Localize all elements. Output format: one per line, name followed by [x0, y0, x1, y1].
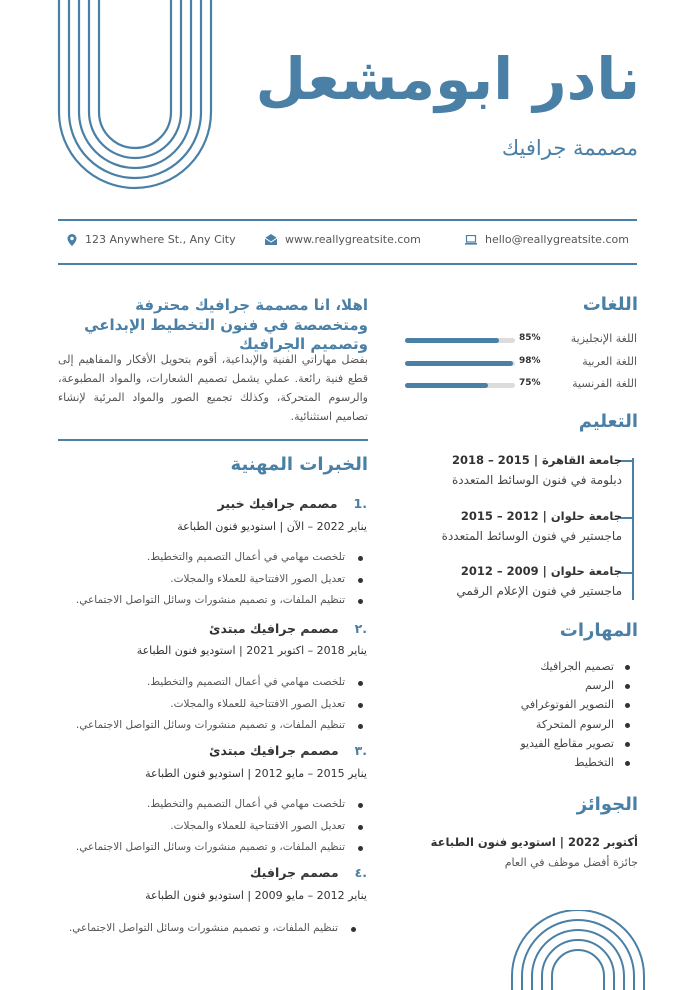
- job-bullets: [47, 676, 367, 741]
- language-bar-fill: [405, 361, 513, 366]
- languages-title: اللغات: [582, 294, 638, 315]
- language-label: اللغة الفرنسية: [572, 377, 637, 390]
- divider-top: [58, 219, 637, 221]
- job-bullets: [40, 922, 360, 944]
- list-item: تصوير مقاطع الفيديو: [432, 737, 632, 756]
- website-text: www.reallygreatsite.com: [285, 233, 421, 246]
- divider-left: [58, 439, 368, 441]
- location-pin-icon: [67, 234, 77, 246]
- education-school: جامعة القاهرة | 2015 – 2018: [452, 453, 622, 467]
- list-item: تلخصت مهامي في أعمال التصميم والتخطيط.: [47, 798, 367, 820]
- education-item: [382, 453, 622, 487]
- language-row: [405, 355, 637, 373]
- language-bar-fill: [405, 338, 499, 343]
- job-name: مصمم جرافيك مبتدئ: [209, 743, 339, 758]
- arches-decoration: [55, 0, 215, 192]
- language-percent: 85%: [519, 333, 541, 343]
- language-row: [405, 377, 637, 395]
- education-timeline: [632, 458, 634, 600]
- job-name: مصمم جرافيك مبتدئ: [209, 621, 339, 636]
- awards-title: الجوائز: [576, 794, 638, 815]
- mail-open-icon: [265, 234, 277, 245]
- language-label: اللغة العربية: [582, 355, 637, 368]
- job-number: .٢: [354, 621, 367, 636]
- language-percent: 75%: [519, 378, 541, 388]
- education-degree: ماجستير في فنون الإعلام الرقمي: [456, 584, 622, 598]
- experience-title: الخبرات المهنية: [230, 454, 368, 475]
- email-text: hello@reallygreatsite.com: [485, 233, 629, 246]
- job-meta: يناير 2018 – اكتوبر 2021 | استوديو فنون الطباعة: [136, 644, 367, 657]
- arches-decoration-bottom: [508, 910, 648, 990]
- language-row: [405, 332, 637, 350]
- list-item: تعديل الصور الافتتاحية للعملاء والمجلات.: [47, 820, 367, 842]
- list-item: تنظيم الملفات، و تصميم منشورات وسائل التواصل الاجتماعي.: [47, 594, 367, 616]
- list-item: تلخصت مهامي في أعمال التصميم والتخطيط.: [47, 676, 367, 698]
- job-number: .٤: [354, 865, 367, 880]
- contact-email[interactable]: [465, 233, 629, 246]
- list-item: الرسم: [432, 679, 632, 698]
- intro-heading: اهلا، انا مصممة جرافيك محترفة ومتخصصة في فنون التخطيط الإبداعي وتصميم الجرافيك: [84, 296, 368, 353]
- job-meta: يناير 2022 – الآن | استوديو فنون الطباعة: [177, 520, 367, 533]
- laptop-icon: [465, 235, 477, 245]
- intro-paragraph: بفضل مهاراتي الفنية والإبداعية، أقوم بتحويل الأفكار والمفاهيم إلى قطع فنية رائعة. عملي يشمل تصميم الشعارات، والمواد المطبوعة، والرسوم المتحركة، وكذلك تجميع الصور والمواد المرئية لإنشاء تصاميم استثنائية.: [58, 353, 368, 423]
- job-number: .1: [353, 496, 367, 511]
- education-school: جامعة حلوان | 2012 – 2015: [460, 509, 622, 523]
- job-name: مصمم جرافيك خبير: [217, 496, 338, 511]
- language-label: اللغة الإنجليزية: [570, 332, 637, 345]
- list-item: تعديل الصور الافتتاحية للعملاء والمجلات.: [47, 573, 367, 595]
- job-name: مصمم جرافيك: [250, 865, 339, 880]
- skills-list: [432, 660, 632, 775]
- list-item: تصميم الجرافيك: [432, 660, 632, 679]
- list-item: تنظيم الملفات، و تصميم منشورات وسائل التواصل الاجتماعي.: [47, 841, 367, 863]
- job-bullets: [47, 798, 367, 863]
- job-bullets: [47, 551, 367, 616]
- contact-address: [67, 233, 236, 246]
- divider-bottom: [58, 263, 637, 265]
- job-title: [209, 743, 367, 758]
- contact-website[interactable]: [265, 233, 421, 246]
- education-degree: ماجستير في فنون الوسائط المتعددة: [441, 529, 622, 543]
- job-title: [209, 621, 367, 636]
- list-item: تنظيم الملفات، و تصميم منشورات وسائل التواصل الاجتماعي.: [47, 719, 367, 741]
- list-item: التخطيط: [432, 756, 632, 775]
- education-title: التعليم: [578, 411, 638, 432]
- education-item: [382, 564, 622, 598]
- skills-title: المهارات: [559, 620, 638, 641]
- education-degree: دبلومة في فنون الوسائط المتعددة: [452, 473, 622, 487]
- job-number: .٣: [354, 743, 367, 758]
- job-meta: يناير 2015 – مايو 2012 | استوديو فنون الطباعة: [145, 767, 367, 780]
- education-item: [382, 509, 622, 543]
- award-date: أكتوبر 2022 | استوديو فنون الطباعة: [430, 835, 638, 849]
- language-bar-fill: [405, 383, 488, 388]
- job-meta: يناير 2012 – مايو 2009 | استوديو فنون الطباعة: [145, 889, 367, 902]
- address-text: 123 Anywhere St., Any City: [85, 233, 236, 246]
- list-item: التصوير الفوتوغرافي: [432, 698, 632, 717]
- award-name: جائزة أفضل موظف في العام: [504, 856, 638, 869]
- list-item: تعديل الصور الافتتاحية للعملاء والمجلات.: [47, 698, 367, 720]
- job-title: [250, 865, 367, 880]
- list-item: تنظيم الملفات، و تصميم منشورات وسائل التواصل الاجتماعي.: [40, 922, 360, 944]
- job-role: مصممة جرافيك: [501, 136, 638, 160]
- candidate-name: نادر ابومشعل: [255, 45, 640, 113]
- list-item: الرسوم المتحركة: [432, 718, 632, 737]
- job-title: [218, 496, 367, 511]
- language-percent: 98%: [519, 356, 541, 366]
- education-school: جامعة حلوان | 2009 – 2012: [460, 564, 622, 578]
- list-item: تلخصت مهامي في أعمال التصميم والتخطيط.: [47, 551, 367, 573]
